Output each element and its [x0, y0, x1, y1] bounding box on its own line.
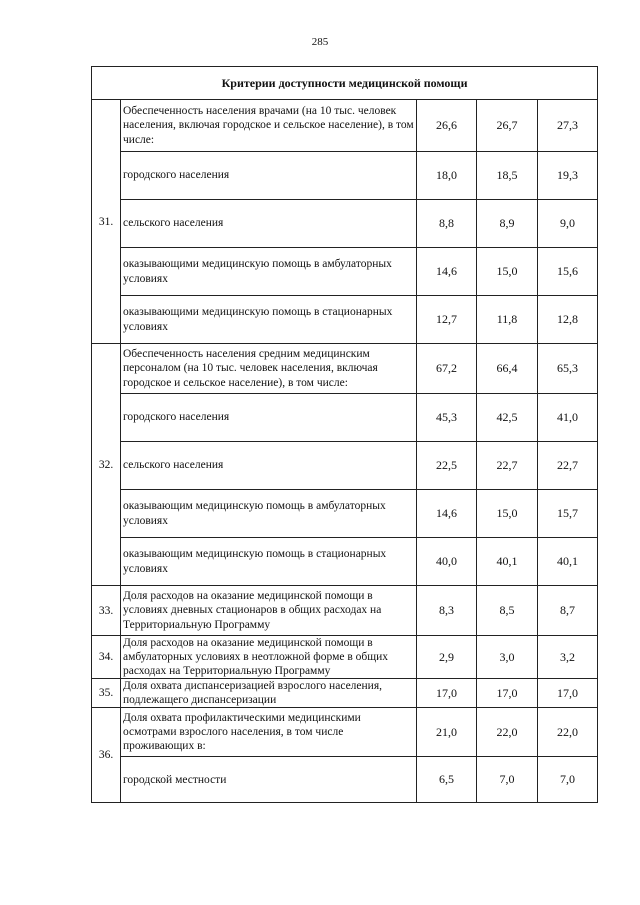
indicator-description: сельского населения: [121, 442, 417, 490]
row-number: 35.: [92, 679, 121, 708]
indicator-value-year-1: 8,3: [417, 586, 477, 636]
row-number: 33.: [92, 586, 121, 636]
indicator-value-year-2: 66,4: [477, 344, 538, 394]
table-row: [92, 490, 598, 538]
indicator-description: городского населения: [121, 394, 417, 442]
indicator-description: Обеспеченность населения врачами (на 10 тыс. человек населения, включая городское и сельское население), в том числе:: [121, 100, 417, 152]
indicator-value-year-2: 7,0: [477, 757, 538, 803]
indicator-value-year-3: 27,3: [538, 100, 598, 152]
indicator-description: Доля охвата диспансеризацией взрослого населения, подлежащего диспансеризации: [121, 679, 417, 708]
indicator-value-year-2: 40,1: [477, 538, 538, 586]
indicator-value-year-1: 22,5: [417, 442, 477, 490]
indicator-value-year-1: 26,6: [417, 100, 477, 152]
indicator-description: оказывающими медицинскую помощь в амбулаторных условиях: [121, 248, 417, 296]
indicator-value-year-3: 65,3: [538, 344, 598, 394]
table-row: [92, 152, 598, 200]
indicator-description: Доля расходов на оказание медицинской помощи в амбулаторных условиях в неотложной форме в общих расходах на Территориальную Программу: [121, 636, 417, 679]
indicator-value-year-1: 40,0: [417, 538, 477, 586]
indicator-value-year-3: 8,7: [538, 586, 598, 636]
indicator-value-year-1: 12,7: [417, 296, 477, 344]
indicator-value-year-3: 22,7: [538, 442, 598, 490]
row-number: 36.: [92, 708, 121, 803]
indicator-value-year-2: 15,0: [477, 490, 538, 538]
indicator-value-year-3: 12,8: [538, 296, 598, 344]
table-row: [92, 708, 598, 757]
row-number: 31.: [92, 100, 121, 344]
indicator-value-year-3: 17,0: [538, 679, 598, 708]
indicator-value-year-3: 15,6: [538, 248, 598, 296]
indicator-value-year-3: 15,7: [538, 490, 598, 538]
indicator-description: сельского населения: [121, 200, 417, 248]
indicator-description: оказывающими медицинскую помощь в стационарных условиях: [121, 296, 417, 344]
table-header-row: [92, 67, 598, 100]
indicator-value-year-3: 22,0: [538, 708, 598, 757]
indicator-description: городской местности: [121, 757, 417, 803]
indicator-value-year-1: 8,8: [417, 200, 477, 248]
row-number: 34.: [92, 636, 121, 679]
table-row: [92, 538, 598, 586]
indicator-value-year-1: 21,0: [417, 708, 477, 757]
indicator-value-year-2: 22,0: [477, 708, 538, 757]
row-number: 32.: [92, 344, 121, 586]
indicator-value-year-3: 41,0: [538, 394, 598, 442]
table-row: [92, 100, 598, 152]
table-row: [92, 200, 598, 248]
indicators-table: [91, 66, 598, 803]
indicator-value-year-2: 11,8: [477, 296, 538, 344]
indicator-value-year-2: 18,5: [477, 152, 538, 200]
indicator-value-year-1: 18,0: [417, 152, 477, 200]
table-row: [92, 442, 598, 490]
table-row: [92, 296, 598, 344]
indicator-value-year-2: 17,0: [477, 679, 538, 708]
indicator-value-year-2: 26,7: [477, 100, 538, 152]
indicator-value-year-2: 8,9: [477, 200, 538, 248]
indicator-description: Доля охвата профилактическими медицинскими осмотрами взрослого населения, в том числе проживающих в:: [121, 708, 417, 757]
indicator-value-year-3: 40,1: [538, 538, 598, 586]
indicator-value-year-2: 22,7: [477, 442, 538, 490]
table-row: [92, 394, 598, 442]
table-row: [92, 757, 598, 803]
table-row: [92, 636, 598, 679]
indicator-value-year-1: 17,0: [417, 679, 477, 708]
indicator-value-year-2: 8,5: [477, 586, 538, 636]
indicator-value-year-1: 67,2: [417, 344, 477, 394]
table-row: [92, 586, 598, 636]
indicator-description: оказывающим медицинскую помощь в амбулаторных условиях: [121, 490, 417, 538]
indicator-value-year-1: 14,6: [417, 248, 477, 296]
indicator-value-year-3: 7,0: [538, 757, 598, 803]
indicator-value-year-3: 9,0: [538, 200, 598, 248]
indicator-description: Доля расходов на оказание медицинской помощи в условиях дневных стационаров в общих расходах на Территориальную Программу: [121, 586, 417, 636]
table-row: [92, 344, 598, 394]
indicator-value-year-2: 15,0: [477, 248, 538, 296]
indicator-description: Обеспеченность населения средним медицинским персоналом (на 10 тыс. человек населения, включая городское и сельское население), в том числе:: [121, 344, 417, 394]
indicator-description: городского населения: [121, 152, 417, 200]
indicator-value-year-2: 42,5: [477, 394, 538, 442]
indicator-value-year-2: 3,0: [477, 636, 538, 679]
indicator-value-year-1: 45,3: [417, 394, 477, 442]
indicator-value-year-1: 6,5: [417, 757, 477, 803]
table-row: [92, 248, 598, 296]
indicator-value-year-1: 2,9: [417, 636, 477, 679]
indicator-value-year-1: 14,6: [417, 490, 477, 538]
indicator-description: оказывающим медицинскую помощь в стационарных условиях: [121, 538, 417, 586]
table-row: [92, 679, 598, 708]
table-title: Критерии доступности медицинской помощи: [92, 67, 598, 100]
indicator-value-year-3: 3,2: [538, 636, 598, 679]
page-number: 285: [311, 36, 329, 48]
indicator-value-year-3: 19,3: [538, 152, 598, 200]
